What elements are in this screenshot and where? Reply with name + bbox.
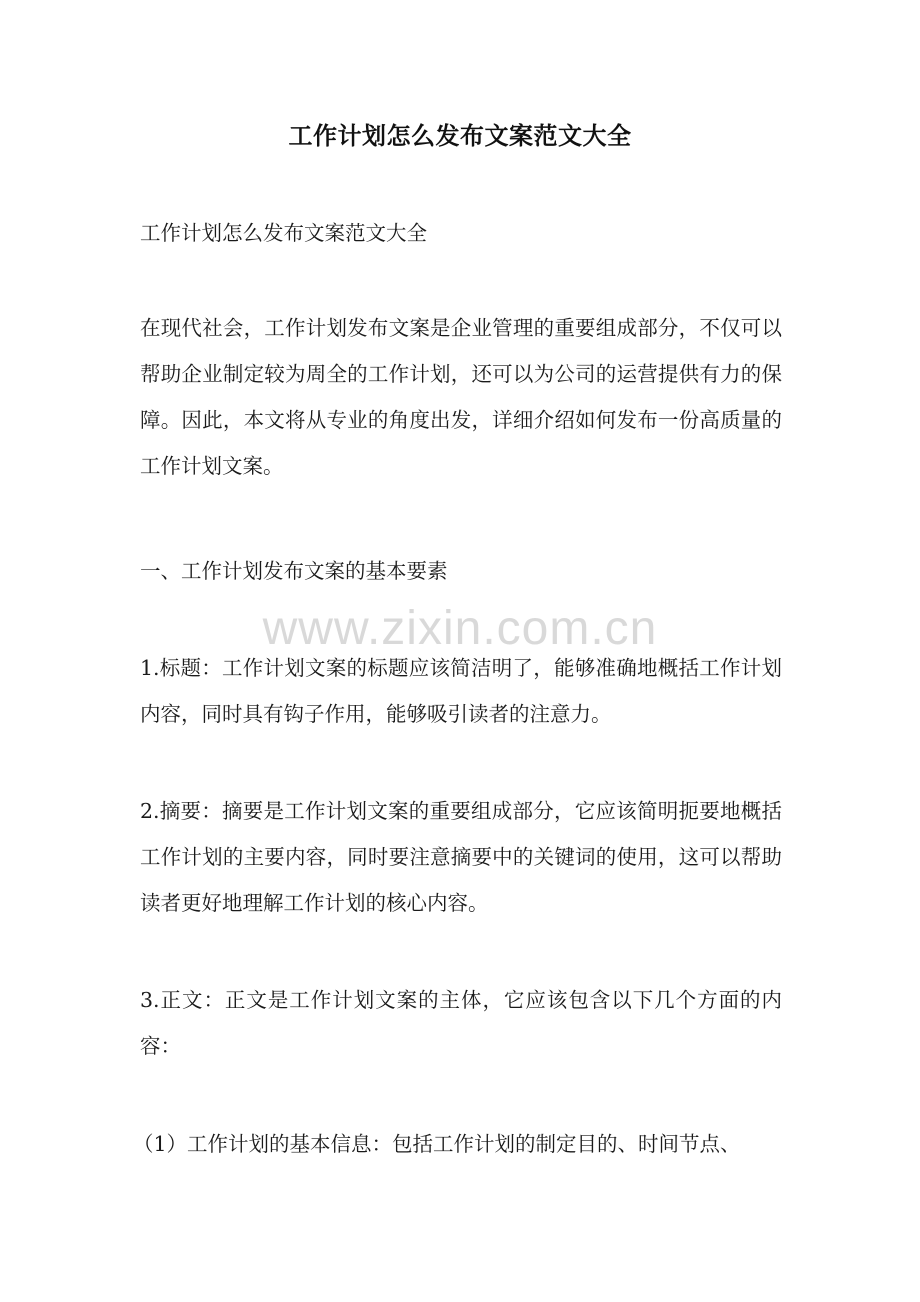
list-item-title: 1.标题：工作计划文案的标题应该简洁明了，能够准确地概括工作计划内容，同时具有钩子作用，能够吸引读者的注意力。 [140,656,782,726]
watermark-text: www.zixin.com.cn [262,602,658,655]
list-item-summary: 2.摘要：摘要是工作计划文案的重要组成部分，它应该简明扼要地概括工作计划的主要内容，同时要注意摘要中的关键词的使用，这可以帮助读者更好地理解工作计划的核心内容。 [140,799,782,915]
subtitle-paragraph: 工作计划怎么发布文案范文大全 [140,221,427,245]
sub-item-basic-info: （1）工作计划的基本信息：包括工作计划的制定目的、时间节点、 [133,1132,741,1156]
list-item-body: 3.正文：正文是工作计划文案的主体，它应该包含以下几个方面的内容： [140,988,782,1058]
intro-paragraph: 在现代社会，工作计划发布文案是企业管理的重要组成部分，不仅可以帮助企业制定较为周全的工作计划，还可以为公司的运营提供有力的保障。因此，本文将从专业的角度出发，详细介绍如何发布一份高质量的工作计划文案。 [140,316,782,478]
document-title: 工作计划怎么发布文案范文大全 [288,121,632,150]
section-heading: 一、工作计划发布文案的基本要素 [140,559,448,583]
